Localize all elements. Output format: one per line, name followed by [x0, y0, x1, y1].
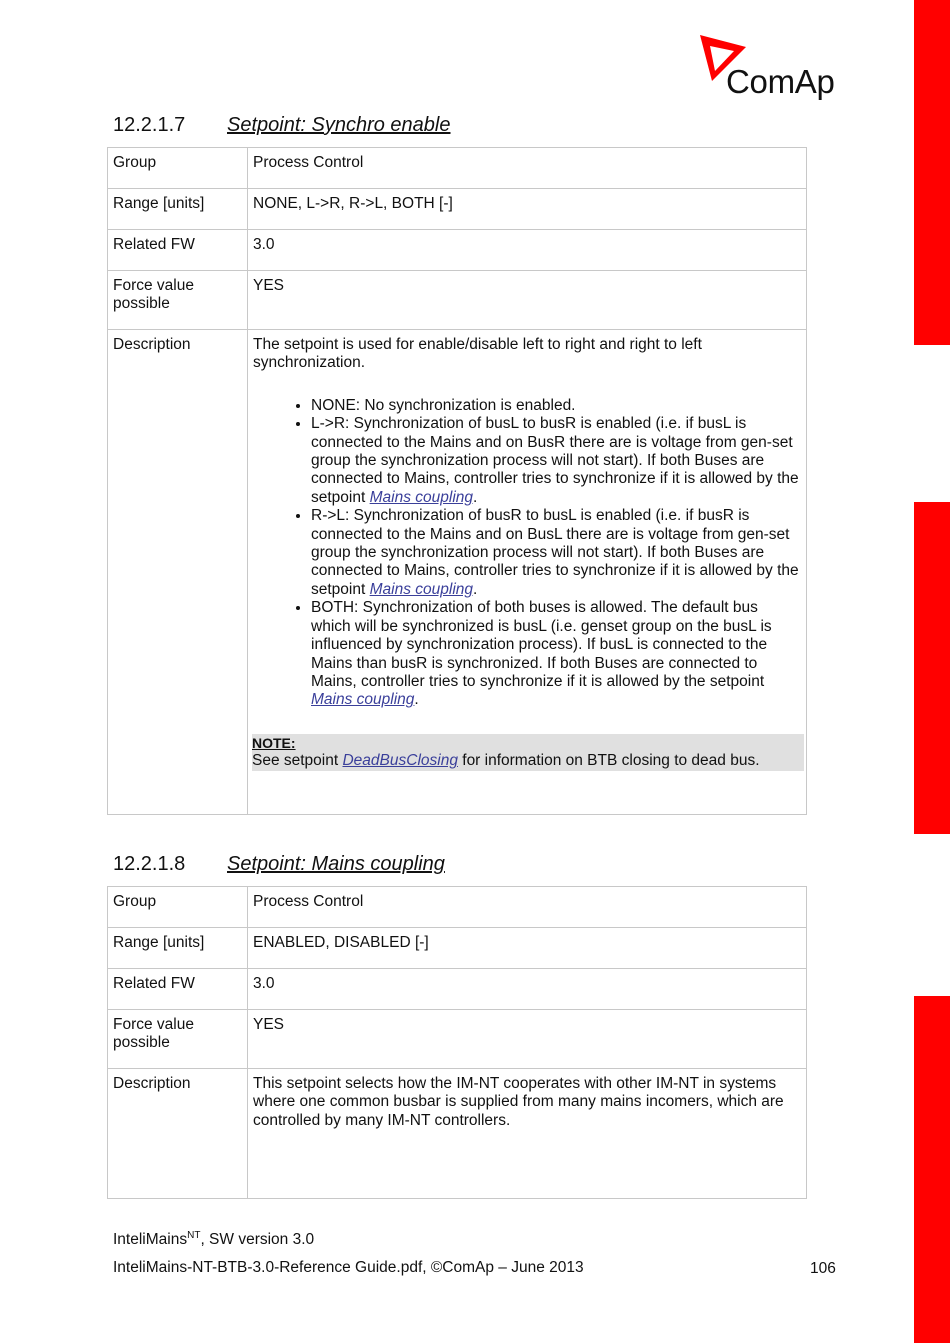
list-item-tail: .: [473, 488, 478, 506]
list-item-tail: .: [414, 691, 419, 709]
product-superscript: NT: [187, 1230, 201, 1241]
note-box: [252, 734, 804, 771]
section-heading: [113, 114, 451, 137]
table-row: [108, 230, 807, 271]
comap-logo: [698, 33, 848, 103]
mains-coupling-link[interactable]: Mains coupling: [369, 580, 474, 598]
row-label: Force value possible: [108, 271, 248, 330]
mains-coupling-link[interactable]: Mains coupling: [311, 691, 415, 709]
page-number: 106: [810, 1260, 836, 1277]
list-item-text: L->R: Synchronization of busL to busR is enabled (i.e. if busL is connected to the Mains and on BusR there are is voltage from gen-set group the synchronization process will not start). If both Buses are connected to Mains, controller tries to synchronize if it is allowed by the setpoint: [311, 415, 799, 506]
table-row: [108, 928, 807, 969]
row-value: YES: [248, 271, 807, 330]
side-color-bar: [914, 0, 950, 345]
product-name: InteliMains: [113, 1231, 188, 1249]
option-list: [253, 397, 801, 710]
side-color-bar: [914, 502, 950, 834]
table-row: [108, 887, 807, 928]
list-item-tail: .: [473, 580, 478, 598]
table-row: [108, 969, 807, 1010]
list-item-text: NONE: No synchronization is enabled.: [311, 396, 576, 414]
section-title: Setpoint: Synchro enable: [227, 114, 451, 136]
side-color-bar: [914, 996, 950, 1343]
note-text: [252, 752, 801, 770]
row-label: Related FW: [108, 230, 248, 271]
row-value: 3.0: [248, 969, 807, 1010]
mains-coupling-link[interactable]: Mains coupling: [369, 488, 474, 506]
description-cell: [248, 330, 807, 815]
row-label: Group: [108, 887, 248, 928]
row-label: Group: [108, 148, 248, 189]
product-version: , SW version 3.0: [200, 1231, 315, 1249]
row-label: Range [units]: [108, 189, 248, 230]
list-item-text: BOTH: Synchronization of both buses is allowed. The default bus which will be synchronized is busL (i.e. genset group on the busL is influenced by synchronization process). If busL is connected to the Mains than busR is synchronized. If both Buses are connected to Mains, controller tries to synchronize if it is allowed by the setpoint: [311, 599, 772, 690]
row-value: NONE, L->R, R->L, BOTH [-]: [248, 189, 807, 230]
table-row: [108, 330, 807, 815]
row-value: Process Control: [248, 148, 807, 189]
row-value: Process Control: [248, 887, 807, 928]
table-row: [108, 1010, 807, 1069]
row-label: Description: [108, 1069, 248, 1199]
section-heading: [113, 853, 445, 876]
row-value: ENABLED, DISABLED [-]: [248, 928, 807, 969]
section-number: 12.2.1.8: [113, 853, 186, 875]
list-item: [311, 599, 801, 709]
row-label: Force value possible: [108, 1010, 248, 1069]
row-label: Range [units]: [108, 928, 248, 969]
table-row: [108, 148, 807, 189]
setpoint-table: [107, 147, 807, 815]
list-item: [311, 507, 801, 599]
description-intro: The setpoint is used for enable/disable left to right and right to left synchronization.: [253, 336, 702, 372]
table-row: [108, 1069, 807, 1199]
row-label: Description: [108, 330, 248, 815]
note-label: NOTE:: [252, 734, 296, 751]
row-label: Related FW: [108, 969, 248, 1010]
note-pre: See setpoint: [252, 752, 343, 770]
footer-product: [113, 1230, 314, 1249]
setpoint-table: [107, 886, 807, 1199]
note-post: for information on BTB closing to dead bus.: [457, 752, 760, 770]
logo-text: ComAp: [726, 63, 835, 100]
list-item: [311, 415, 801, 507]
list-item: [311, 397, 801, 415]
footer-document: InteliMains-NT-BTB-3.0-Reference Guide.pdf, ©ComAp – June 2013: [113, 1259, 584, 1276]
table-row: [108, 189, 807, 230]
description-cell: This setpoint selects how the IM-NT cooperates with other IM-NT in systems where one common busbar is supplied from many mains incomers, which are controlled by many IM-NT controllers.: [248, 1069, 807, 1199]
section-number: 12.2.1.7: [113, 114, 186, 136]
list-item-text: R->L: Synchronization of busR to busL is enabled (i.e. if busR is connected to the Mains and on BusL there are is voltage from gen-set group the synchronization process will not start). If both Buses are connected to Mains, controller tries to synchronize if it is allowed by the setpoint: [311, 507, 799, 598]
row-value: 3.0: [248, 230, 807, 271]
row-value: YES: [248, 1010, 807, 1069]
section-title: Setpoint: Mains coupling: [227, 853, 445, 875]
table-row: [108, 271, 807, 330]
dead-bus-closing-link[interactable]: DeadBusClosing: [342, 752, 458, 770]
